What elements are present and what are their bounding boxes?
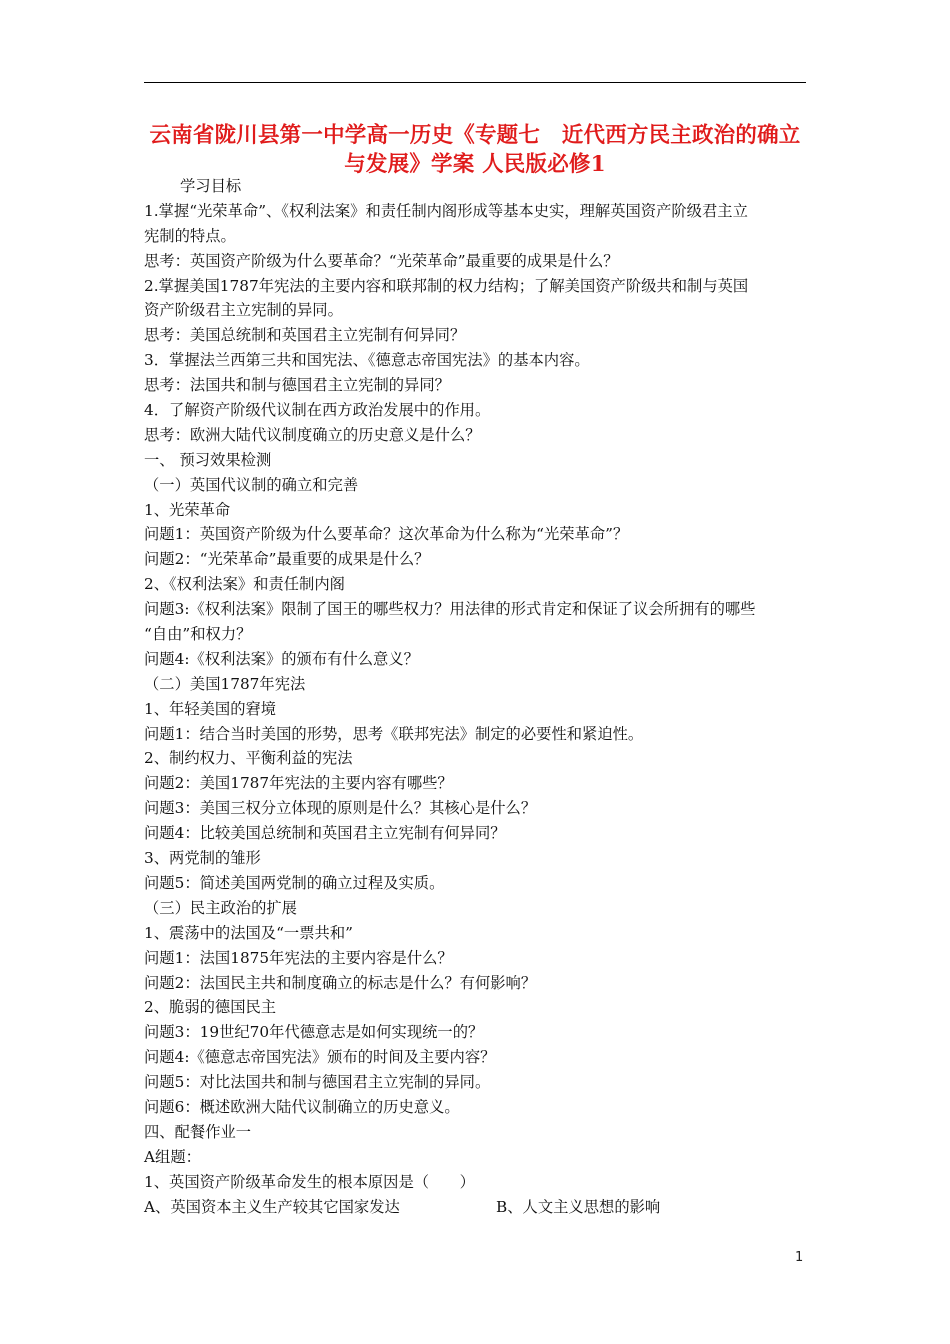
question-line: 问题6：概述欧洲大陆代议制确立的历史意义。 [144, 1097, 460, 1116]
topic-heading: 3、两党制的雏形 [144, 849, 261, 868]
question-line: 问题1：法国1875年宪法的主要内容是什么？ [144, 948, 453, 967]
question-line: 1、英国资产阶级革命发生的根本原因是（ ） [144, 1172, 475, 1191]
topic-heading: 2、脆弱的德国民主 [144, 998, 277, 1017]
text-line: 思考：欧洲大陆代议制度确立的历史意义是什么？ [144, 425, 481, 444]
group-heading: A组题： [144, 1147, 201, 1166]
header-rule [144, 82, 806, 83]
section-heading-goals: 学习目标 [180, 177, 242, 195]
document-body [144, 174, 808, 1219]
question-line: 问题4：比较美国总统制和英国君主立宪制有何异同？ [144, 824, 506, 843]
section-heading: 一、 预习效果检测 [144, 450, 272, 469]
page-number: 1 [795, 1250, 804, 1265]
text-line: 资产阶级君主立宪制的异同。 [144, 301, 343, 320]
document-title [144, 121, 806, 179]
text-line: 宪制的特点。 [144, 226, 236, 245]
question-line: 问题4:《德意志帝国宪法》颁布的时间及主要内容？ [144, 1048, 496, 1067]
question-line: 问题1：英国资产阶级为什么要革命？这次革命为什么称为“光荣革命”？ [144, 525, 629, 544]
subsection-heading: （二）美国1787年宪法 [144, 674, 306, 693]
text-line: 1.掌握“光荣革命”、《权利法案》和责任制内阁形成等基本史实，理解英国资产阶级君主立 [144, 201, 748, 220]
topic-heading: 2、制约权力、平衡利益的宪法 [144, 749, 353, 768]
question-line: “自由”和权力？ [144, 625, 252, 644]
title-line-2: 与发展》学案 人民版必修1 [344, 152, 606, 177]
question-line: 问题5：对比法国共和制与德国君主立宪制的异同。 [144, 1073, 491, 1092]
topic-heading: 1、光荣革命 [144, 500, 231, 519]
subsection-heading: （一）英国代议制的确立和完善 [144, 475, 359, 494]
text-line: 思考：英国资产阶级为什么要革命？“光荣革命”最重要的成果是什么？ [144, 251, 619, 270]
text-line: 思考：法国共和制与德国君主立宪制的异同？ [144, 376, 450, 395]
text-line: 思考：美国总统制和英国君主立宪制有何异同？ [144, 326, 466, 345]
subsection-heading: （三）民主政治的扩展 [144, 898, 297, 917]
question-line: 问题2：“光荣革命”最重要的成果是什么？ [144, 550, 430, 569]
option-b: B、人文主义思想的影响 [496, 1197, 661, 1216]
section-heading: 四、配餐作业一 [144, 1122, 252, 1141]
question-line: 问题3：19世纪70年代德意志是如何实现统一的？ [144, 1023, 484, 1042]
option-a: A、英国资本主义生产较其它国家发达 [144, 1197, 400, 1216]
question-line: 问题2：美国1787年宪法的主要内容有哪些？ [144, 774, 453, 793]
answer-options [144, 1195, 808, 1220]
title-line-1: 云南省陇川县第一中学高一历史《专题七 近代西方民主政治的确立 [149, 123, 801, 148]
question-line: 问题5：简述美国两党制的确立过程及实质。 [144, 873, 445, 892]
question-line: 问题3：美国三权分立体现的原则是什么？其核心是什么？ [144, 799, 537, 818]
question-line: 问题2：法国民主共和制度确立的标志是什么？有何影响？ [144, 973, 537, 992]
question-line: 问题3:《权利法案》限制了国王的哪些权力？用法律的形式肯定和保证了议会所拥有的哪些 [144, 600, 756, 619]
topic-heading: 1、年轻美国的窘境 [144, 699, 277, 718]
topic-heading: 2、《权利法案》和责任制内阁 [144, 575, 345, 594]
question-line: 问题4:《权利法案》的颁布有什么意义？ [144, 649, 419, 668]
text-line: 4．了解资产阶级代议制在西方政治发展中的作用。 [144, 401, 491, 420]
text-line: 3．掌握法兰西第三共和国宪法、《德意志帝国宪法》的基本内容。 [144, 351, 590, 370]
topic-heading: 1、震荡中的法国及“一票共和” [144, 923, 353, 942]
question-line: 问题1：结合当时美国的形势，思考《联邦宪法》制定的必要性和紧迫性。 [144, 724, 644, 743]
text-line: 2.掌握美国1787年宪法的主要内容和联邦制的权力结构；了解美国资产阶级共和制与英国 [144, 276, 749, 295]
